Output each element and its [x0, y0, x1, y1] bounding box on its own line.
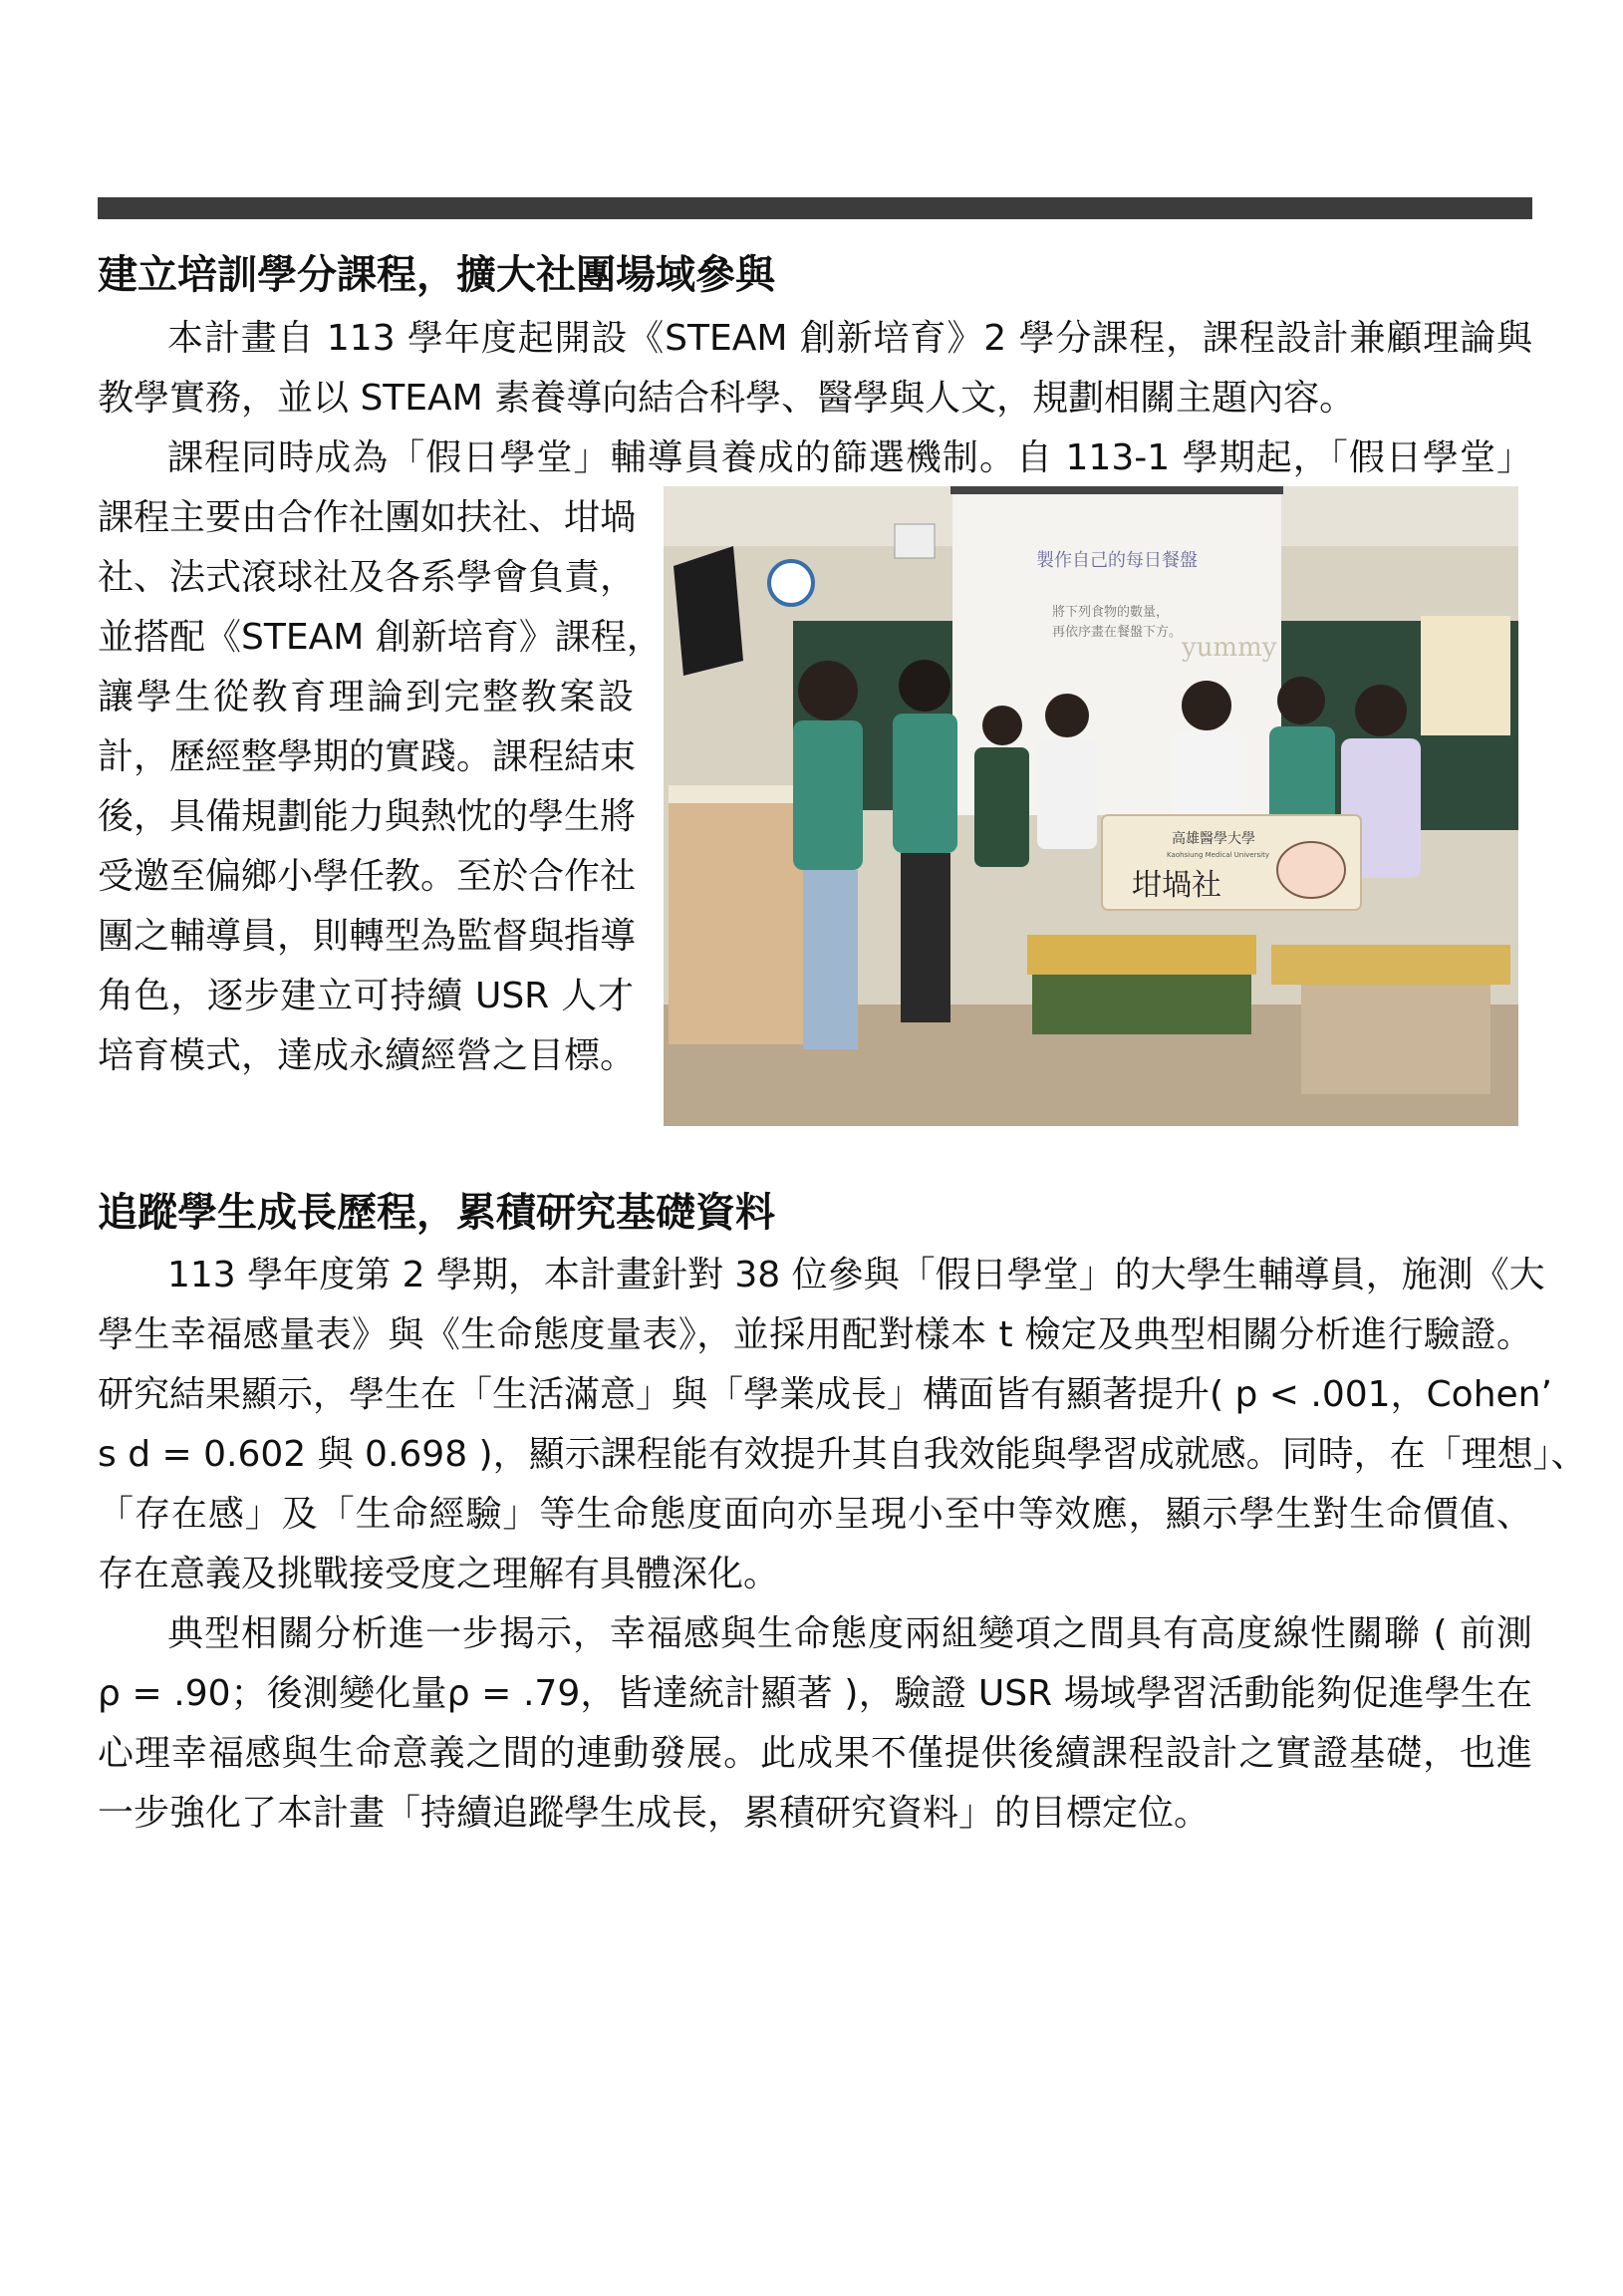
screen-yummy: yummy	[1182, 633, 1277, 663]
screen-title: 製作自己的每日餐盤	[1036, 550, 1198, 571]
section1-wrap-line: 並搭配《STEAM 創新培育》課程，	[98, 617, 663, 658]
section2-para1-line: 113 學年度第 2 學期，本計畫針對 38 位參與「假日學堂」的大學生輔導員，施測《大	[167, 1255, 1545, 1295]
section1-para2-line1: 課程同時成為「假日學堂」輔導員養成的篩選機制。自 113-1 學期起，「假日學堂」	[167, 437, 1532, 478]
top-divider-bar	[98, 197, 1532, 219]
screen-line1: 將下列食物的數量，	[1052, 605, 1170, 620]
section1-wrap-line: 課程主要由合作社團如扶社、坩堝	[98, 497, 637, 538]
section2-para2-line: 典型相關分析進一步揭示，幸福感與生命態度兩組變項之間具有高度線性關聯 ( 前測	[167, 1613, 1532, 1654]
screen-line2: 再依序畫在餐盤下方。	[1052, 625, 1183, 640]
section1-wrap-line: 社、法式滾球社及各系學會負責，	[98, 557, 637, 598]
section1-wrap-line: 角色，逐步建立可持續 USR 人才	[98, 976, 634, 1016]
section1-wrap-line: 受邀至偏鄉小學任教。至於合作社	[98, 856, 637, 897]
section2-para2-line: 心理幸福感與生命意義之間的連動發展。此成果不僅提供後續課程設計之實證基礎，也進	[98, 1733, 1532, 1774]
section1-para1-line1: 本計畫自 113 學年度起開設《STEAM 創新培育》2 學分課程，課程設計兼顧理論與	[167, 318, 1532, 359]
section2-para1-line: s d = 0.602 與 0.698 )，顯示課程能有效提升其自我效能與學習成就感。同時，在「理想」、	[98, 1434, 1587, 1475]
banner-school-name: 高雄醫學大學	[1172, 831, 1255, 847]
section1-wrap-line: 後，具備規劃能力與熱忱的學生將	[98, 796, 637, 837]
section1-wrap-line: 培育模式，達成永續經營之目標。	[98, 1035, 637, 1076]
section2-heading: 追蹤學生成長歷程，累積研究基礎資料	[98, 1190, 775, 1236]
classroom-photo	[664, 486, 1518, 1126]
section1-wrap-line: 計，歷經整學期的實踐。課程結束	[98, 736, 637, 777]
section2-para2-line: ρ = .90；後測變化量ρ = .79，皆達統計顯著 )，驗證 USR 場域學習活動能夠促進學生在	[98, 1673, 1532, 1714]
section2-para2-line: 一步強化了本計畫「持續追蹤學生成長，累積研究資料」的目標定位。	[98, 1793, 1211, 1834]
section2-para1-line: 學生幸福感量表》與《生命態度量表》，並採用配對樣本 t 檢定及典型相關分析進行驗證。	[98, 1314, 1532, 1355]
section1-heading: 建立培訓學分課程，擴大社團場域參與	[98, 252, 775, 298]
section1-wrap-line: 讓學生從教育理論到完整教案設	[98, 677, 634, 718]
section1-wrap-line: 團之輔導員，則轉型為監督與指導	[98, 916, 637, 957]
section1-para1-line2: 教學實務，並以 STEAM 素養導向結合科學、醫學與人文，規劃相關主題內容。	[98, 378, 1356, 419]
section2-para1-line: 存在意義及挑戰接受度之理解有具體深化。	[98, 1554, 780, 1594]
banner-school-name-en: Kaohsiung Medical University	[1167, 851, 1269, 859]
section2-para1-line: 「存在感」及「生命經驗」等生命態度面向亦呈現小至中等效應，顯示學生對生命價值、	[98, 1494, 1532, 1535]
section2-para1-line: 研究結果顯示，學生在「生活滿意」與「學業成長」構面皆有顯著提升( p < .001，Cohen’	[98, 1374, 1552, 1415]
banner-club-name: 坩堝社	[1132, 868, 1221, 903]
